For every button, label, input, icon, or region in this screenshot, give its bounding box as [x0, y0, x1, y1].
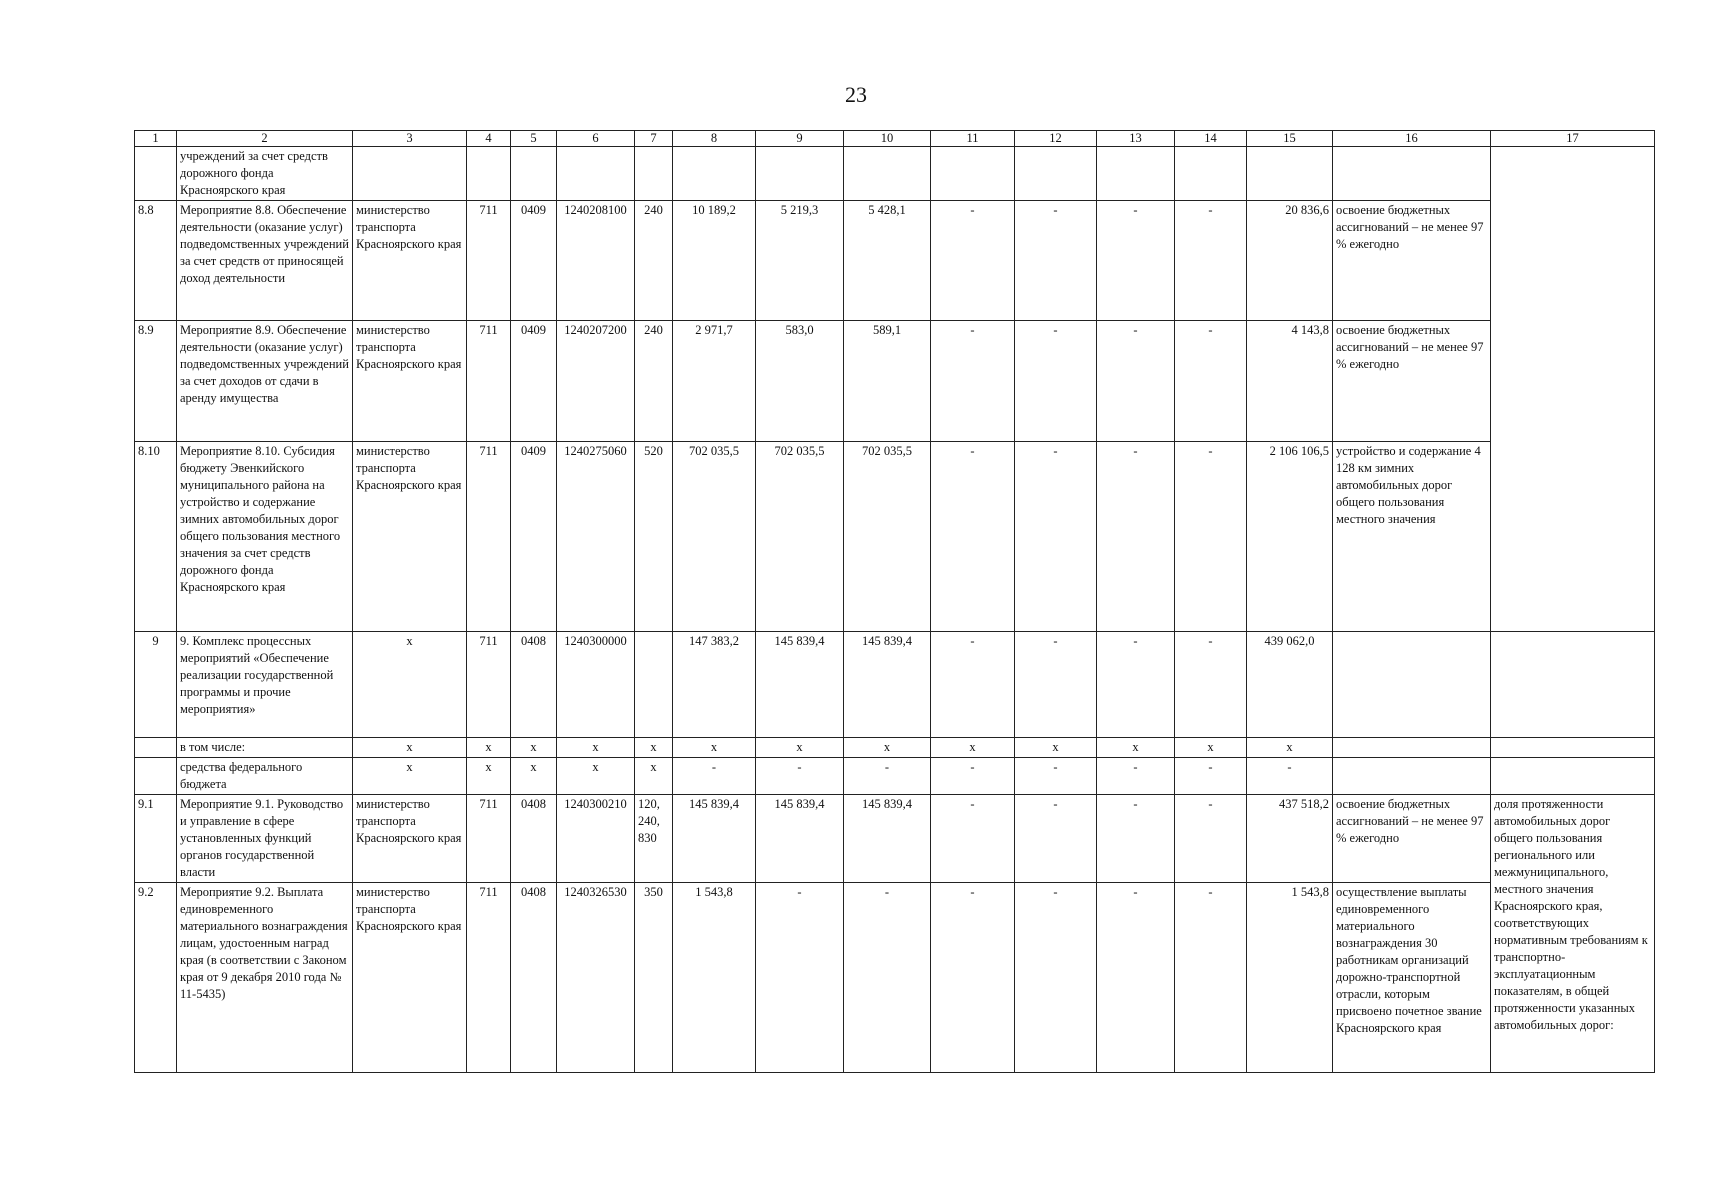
amount-col-12: - — [1015, 442, 1097, 632]
amount-year-2: 145 839,4 — [756, 632, 844, 738]
row-number: 9.1 — [135, 795, 177, 883]
amount-col-14: - — [1175, 632, 1247, 738]
amount-col-11: - — [931, 632, 1015, 738]
table-row — [135, 442, 1655, 632]
grbs-code: 711 — [467, 883, 511, 1073]
header-cell: 11 — [931, 131, 1015, 147]
amount-year-1: 702 035,5 — [673, 442, 756, 632]
section-code: 0408 — [511, 883, 557, 1073]
program-activities-table — [134, 130, 1655, 1073]
amount-col-11: - — [931, 795, 1015, 883]
amount-year-3: 145 839,4 — [844, 795, 931, 883]
activity-name: учреждений за счет средств дорожного фонда Красноярского края — [177, 147, 353, 201]
total-amount: 1 543,8 — [1247, 883, 1333, 1073]
header-row — [135, 131, 1655, 147]
target-code: 1240208100 — [557, 201, 635, 321]
total-amount: 2 106 106,5 — [1247, 442, 1333, 632]
amount-year-1: - — [673, 758, 756, 795]
row-number: 8.9 — [135, 321, 177, 442]
amount-year-1: 10 189,2 — [673, 201, 756, 321]
grbs-code: x — [467, 758, 511, 795]
target-indicator: доля протяженности автомобильных дорог общего пользования регионального или межмуниципального, местного значения Красноярского края, соответствующих нормативным требованиям к транспортно-эксплуатационным показателям, в общей протяженности указанных автомобильных дорог: — [1491, 795, 1655, 1073]
activity-name: Мероприятие 8.10. Субсидия бюджету Эвенкийского муниципального района на устройство и содержание зимних автомобильных дорог общего пользования местного значения за счет средств дорожного фонда Красноярского края — [177, 442, 353, 632]
header-cell: 13 — [1097, 131, 1175, 147]
amount-col-13: x — [1097, 738, 1175, 758]
amount-col-14: - — [1175, 321, 1247, 442]
row-number: 9.2 — [135, 883, 177, 1073]
amount-year-2: 145 839,4 — [756, 795, 844, 883]
table-row-continuation — [135, 147, 1655, 201]
target-code: x — [557, 758, 635, 795]
amount-year-2: 583,0 — [756, 321, 844, 442]
executor: министерство транспорта Красноярского края — [353, 442, 467, 632]
header-cell: 8 — [673, 131, 756, 147]
grbs-code: 711 — [467, 632, 511, 738]
amount-col-13: - — [1097, 201, 1175, 321]
amount-col-13: - — [1097, 321, 1175, 442]
activity-name: средства федерального бюджета — [177, 758, 353, 795]
amount-col-11: - — [931, 442, 1015, 632]
amount-year-2: 5 219,3 — [756, 201, 844, 321]
executor: x — [353, 632, 467, 738]
row-number: 9 — [135, 632, 177, 738]
total-amount: 439 062,0 — [1247, 632, 1333, 738]
amount-year-2: - — [756, 758, 844, 795]
amount-year-3: 5 428,1 — [844, 201, 931, 321]
amount-year-2: - — [756, 883, 844, 1073]
section-code: 0409 — [511, 201, 557, 321]
expected-result-empty — [1333, 632, 1491, 738]
amount-col-13: - — [1097, 632, 1175, 738]
grbs-code: x — [467, 738, 511, 758]
executor: x — [353, 738, 467, 758]
header-cell: 14 — [1175, 131, 1247, 147]
executor: x — [353, 758, 467, 795]
amount-year-1: x — [673, 738, 756, 758]
expense-type: 350 — [635, 883, 673, 1073]
amount-col-12: x — [1015, 738, 1097, 758]
target-code: 1240275060 — [557, 442, 635, 632]
header-cell: 17 — [1491, 131, 1655, 147]
indicator-cell-empty — [1491, 147, 1655, 632]
table-row — [135, 795, 1655, 883]
amount-col-14: - — [1175, 883, 1247, 1073]
section-code: 0408 — [511, 632, 557, 738]
section-code: 0409 — [511, 442, 557, 632]
amount-col-12: - — [1015, 201, 1097, 321]
expected-result: устройство и содержание 4 128 км зимних автомобильных дорог общего пользования местного значения — [1333, 442, 1491, 632]
section-code: 0408 — [511, 795, 557, 883]
amount-year-2: 702 035,5 — [756, 442, 844, 632]
table-row — [135, 738, 1655, 758]
row-number: 8.10 — [135, 442, 177, 632]
amount-col-11: x — [931, 738, 1015, 758]
header-cell: 9 — [756, 131, 844, 147]
amount-col-14: - — [1175, 442, 1247, 632]
amount-col-11: - — [931, 758, 1015, 795]
expected-result: осуществление выплаты единовременного материального вознаграждения 30 работникам организаций дорожно-транспортной отрасли, которым присвоено почетное звание Красноярского края — [1333, 883, 1491, 1073]
amount-col-14: - — [1175, 201, 1247, 321]
indicator-cell-empty — [1491, 632, 1655, 738]
target-code: 1240326530 — [557, 883, 635, 1073]
amount-col-11: - — [931, 201, 1015, 321]
executor: министерство транспорта Красноярского края — [353, 201, 467, 321]
expected-result: освоение бюджетных ассигнований – не менее 97 % ежегодно — [1333, 201, 1491, 321]
expected-result: освоение бюджетных ассигнований – не менее 97 % ежегодно — [1333, 795, 1491, 883]
expense-type: 240 — [635, 321, 673, 442]
total-amount: x — [1247, 738, 1333, 758]
amount-year-3: 589,1 — [844, 321, 931, 442]
table-row — [135, 201, 1655, 321]
amount-year-1: 147 383,2 — [673, 632, 756, 738]
target-code: 1240300210 — [557, 795, 635, 883]
table-row — [135, 758, 1655, 795]
total-amount: - — [1247, 758, 1333, 795]
amount-col-13: - — [1097, 795, 1175, 883]
section-code: 0409 — [511, 321, 557, 442]
amount-year-3: - — [844, 758, 931, 795]
amount-col-14: - — [1175, 795, 1247, 883]
amount-col-12: - — [1015, 795, 1097, 883]
header-cell: 16 — [1333, 131, 1491, 147]
activity-name: Мероприятие 8.8. Обеспечение деятельности (оказание услуг) подведомственных учреждений за счет средств от приносящей доход деятельности — [177, 201, 353, 321]
executor: министерство транспорта Красноярского края — [353, 321, 467, 442]
amount-year-1: 2 971,7 — [673, 321, 756, 442]
activity-name: Мероприятие 8.9. Обеспечение деятельности (оказание услуг) подведомственных учреждений за счет доходов от сдачи в аренду имущества — [177, 321, 353, 442]
expense-type: x — [635, 738, 673, 758]
header-cell: 4 — [467, 131, 511, 147]
section-code: x — [511, 758, 557, 795]
amount-col-12: - — [1015, 632, 1097, 738]
amount-col-12: - — [1015, 883, 1097, 1073]
amount-col-14: x — [1175, 738, 1247, 758]
amount-col-13: - — [1097, 758, 1175, 795]
table-row — [135, 632, 1655, 738]
executor: министерство транспорта Красноярского края — [353, 883, 467, 1073]
row-number: 8.8 — [135, 201, 177, 321]
amount-year-3: - — [844, 883, 931, 1073]
expense-type: 240 — [635, 201, 673, 321]
amount-col-11: - — [931, 321, 1015, 442]
amount-year-2: x — [756, 738, 844, 758]
header-cell: 1 — [135, 131, 177, 147]
amount-col-13: - — [1097, 442, 1175, 632]
amount-col-13: - — [1097, 883, 1175, 1073]
header-cell: 3 — [353, 131, 467, 147]
amount-col-14: - — [1175, 758, 1247, 795]
activity-name: 9. Комплекс процессных мероприятий «Обеспечение реализации государственной программы и прочие мероприятия» — [177, 632, 353, 738]
page-number: 23 — [845, 82, 867, 107]
header-cell: 12 — [1015, 131, 1097, 147]
expected-result: освоение бюджетных ассигнований – не менее 97 % ежегодно — [1333, 321, 1491, 442]
target-code: 1240207200 — [557, 321, 635, 442]
header-cell: 5 — [511, 131, 557, 147]
amount-year-3: x — [844, 738, 931, 758]
total-amount: 437 518,2 — [1247, 795, 1333, 883]
grbs-code: 711 — [467, 321, 511, 442]
grbs-code: 711 — [467, 201, 511, 321]
header-cell: 2 — [177, 131, 353, 147]
header-cell: 6 — [557, 131, 635, 147]
target-code: 1240300000 — [557, 632, 635, 738]
grbs-code: 711 — [467, 442, 511, 632]
total-amount: 4 143,8 — [1247, 321, 1333, 442]
activity-name: в том числе: — [177, 738, 353, 758]
section-code: x — [511, 738, 557, 758]
expense-type: 520 — [635, 442, 673, 632]
expense-type — [635, 632, 673, 738]
amount-col-12: - — [1015, 321, 1097, 442]
executor: министерство транспорта Красноярского края — [353, 795, 467, 883]
header-cell: 10 — [844, 131, 931, 147]
table-row — [135, 321, 1655, 442]
header-cell: 15 — [1247, 131, 1333, 147]
total-amount: 20 836,6 — [1247, 201, 1333, 321]
activity-name: Мероприятие 9.2. Выплата единовременного материального вознаграждения лицам, удостоенным наград края (в соответствии с Законом края от 9 декабря 2010 года № 11-5435) — [177, 883, 353, 1073]
expense-type: 120, 240, 830 — [635, 795, 673, 883]
table-row — [135, 883, 1655, 1073]
amount-col-11: - — [931, 883, 1015, 1073]
activity-name: Мероприятие 9.1. Руководство и управление в сфере установленных функций органов государственной власти — [177, 795, 353, 883]
amount-year-1: 145 839,4 — [673, 795, 756, 883]
amount-year-3: 145 839,4 — [844, 632, 931, 738]
grbs-code: 711 — [467, 795, 511, 883]
amount-year-3: 702 035,5 — [844, 442, 931, 632]
header-cell: 7 — [635, 131, 673, 147]
target-code: x — [557, 738, 635, 758]
amount-col-12: - — [1015, 758, 1097, 795]
amount-year-1: 1 543,8 — [673, 883, 756, 1073]
expense-type: x — [635, 758, 673, 795]
